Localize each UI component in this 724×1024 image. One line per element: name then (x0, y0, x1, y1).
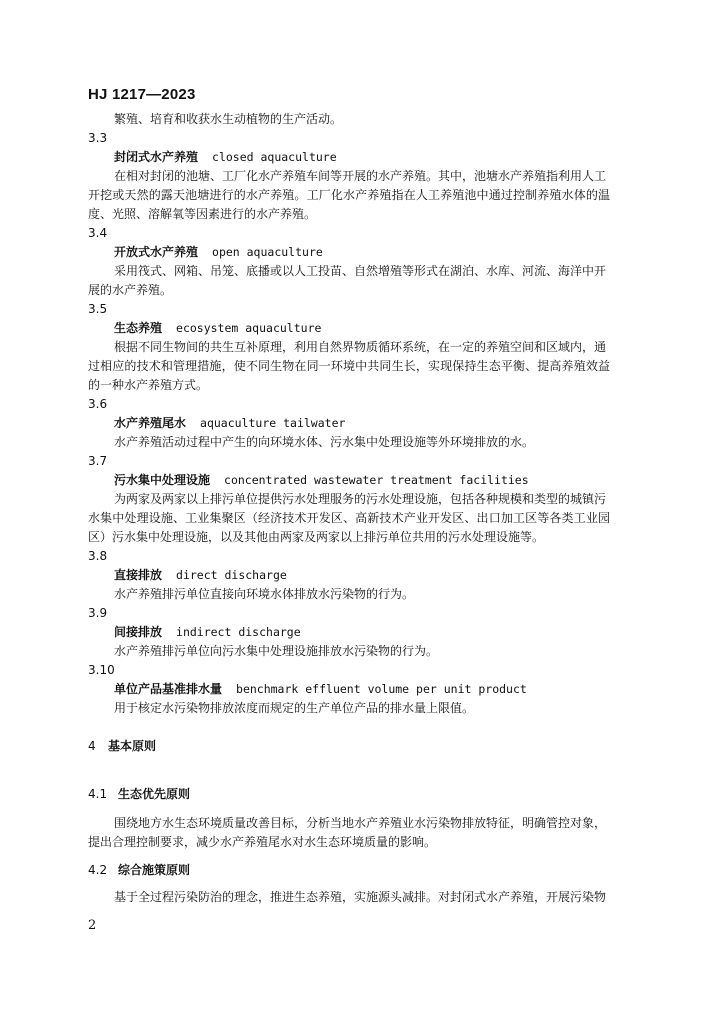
definition-text: 水集中处理设施、工业集聚区（经济技术开发区、高新技术产业开发区、出口加工区等各类工业园 (88, 511, 610, 525)
section-title: 基本原则 (108, 739, 157, 753)
standard-code-header: HJ 1217—2023 (88, 86, 196, 103)
term-en: closed aquaculture (212, 150, 337, 164)
clause-number: 3.4 (88, 226, 108, 240)
term-zh: 污水集中处理设施 (114, 473, 211, 487)
clause-number: 3.7 (88, 454, 108, 468)
subsection-number: 4.2 (88, 863, 108, 877)
clause-number: 3.6 (88, 397, 108, 411)
definition-text: 用于核定水污染物排放浓度而规定的生产单位产品的排水量上限值。 (114, 701, 475, 715)
term-en: ecosystem aquaculture (176, 321, 322, 335)
subsection-heading (88, 785, 190, 804)
subsection-heading (88, 861, 190, 880)
term-line (114, 148, 337, 167)
term-zh: 水产养殖尾水 (114, 416, 187, 430)
definition-text: 的一种水产养殖方式。 (88, 378, 209, 392)
definition-text: 水产养殖排污单位直接向环境水体排放水污染物的行为。 (114, 587, 415, 601)
page-number: 2 (88, 918, 97, 933)
term-zh: 间接排放 (114, 625, 163, 639)
principle-text: 提出合理控制要求，减少水产养殖尾水对水生态环境质量的影响。 (88, 835, 437, 849)
section-heading (88, 737, 156, 756)
definition-text: 采用筏式、网箱、吊笼、底播或以人工投苗、自然增殖等形式在湖泊、水库、河流、海洋中开 (114, 264, 607, 278)
subsection-number: 4.1 (88, 787, 108, 801)
term-line (114, 414, 345, 433)
clause-number: 3.8 (88, 549, 108, 563)
term-line (114, 319, 321, 338)
term-en: direct discharge (176, 568, 287, 582)
definition-text: 水产养殖排污单位向污水集中处理设施排放水污染物的行为。 (114, 644, 439, 658)
term-line (114, 243, 323, 262)
definition-text: 水产养殖活动过程中产生的向环境水体、污水集中处理设施等外环境排放的水。 (114, 435, 535, 449)
term-line (114, 623, 301, 642)
term-en: benchmark effluent volume per unit product (236, 682, 527, 696)
subsection-title: 生态优先原则 (118, 787, 191, 801)
term-line (114, 680, 527, 699)
definition-text: 为两家及两家以上排污单位提供污水处理服务的污水处理设施，包括各种规模和类型的城镇污 (114, 492, 607, 506)
term-en: aquaculture tailwater (200, 416, 346, 430)
clause-number: 3.9 (88, 606, 108, 620)
definition-text: 过相应的技术和管理措施，使不同生物在同一环境中共同生长，实现保持生态平衡、提高养殖效益 (88, 359, 610, 373)
term-en: concentrated wastewater treatment facilities (224, 473, 529, 487)
term-zh: 单位产品基准排水量 (114, 682, 223, 696)
definition-text: 开挖或天然的露天池塘进行的水产养殖。工厂化水产养殖指在人工养殖池中通过控制养殖水体的温 (88, 188, 610, 202)
term-line (114, 471, 529, 490)
clause-number: 3.5 (88, 302, 108, 316)
continuation-line: 繁殖、培育和收获水生动植物的生产活动。 (114, 112, 343, 126)
term-en: open aquaculture (212, 245, 323, 259)
principle-text: 围绕地方水生态环境质量改善目标，分析当地水产养殖业水污染物排放特征，明确管控对象， (114, 816, 607, 830)
term-zh: 直接排放 (114, 568, 163, 582)
term-line (114, 566, 287, 585)
clause-number: 3.3 (88, 131, 108, 145)
definition-text: 度、光照、溶解氧等因素进行的水产养殖。 (88, 207, 317, 221)
section-number: 4 (88, 739, 96, 753)
term-zh: 开放式水产养殖 (114, 245, 199, 259)
term-zh: 封闭式水产养殖 (114, 150, 199, 164)
term-en: indirect discharge (176, 625, 301, 639)
subsection-title: 综合施策原则 (118, 863, 191, 877)
definition-text: 根据不同生物间的共生互补原理，利用自然界物质循环系统，在一定的养殖空间和区域内，通 (114, 340, 607, 354)
definition-text: 区）污水集中处理设施，以及其他由两家及两家以上排污单位共用的污水处理设施等。 (88, 530, 545, 544)
clause-number: 3.10 (88, 663, 115, 677)
principle-text: 基于全过程污染防治的理念，推进生态养殖，实施源头减排。对封闭式水产养殖，开展污染物 (114, 890, 607, 904)
term-zh: 生态养殖 (114, 321, 163, 335)
definition-text: 展的水产养殖。 (88, 283, 173, 297)
definition-text: 在相对封闭的池塘、工厂化水产养殖车间等开展的水产养殖。其中，池塘水产养殖指利用人工 (114, 169, 607, 183)
